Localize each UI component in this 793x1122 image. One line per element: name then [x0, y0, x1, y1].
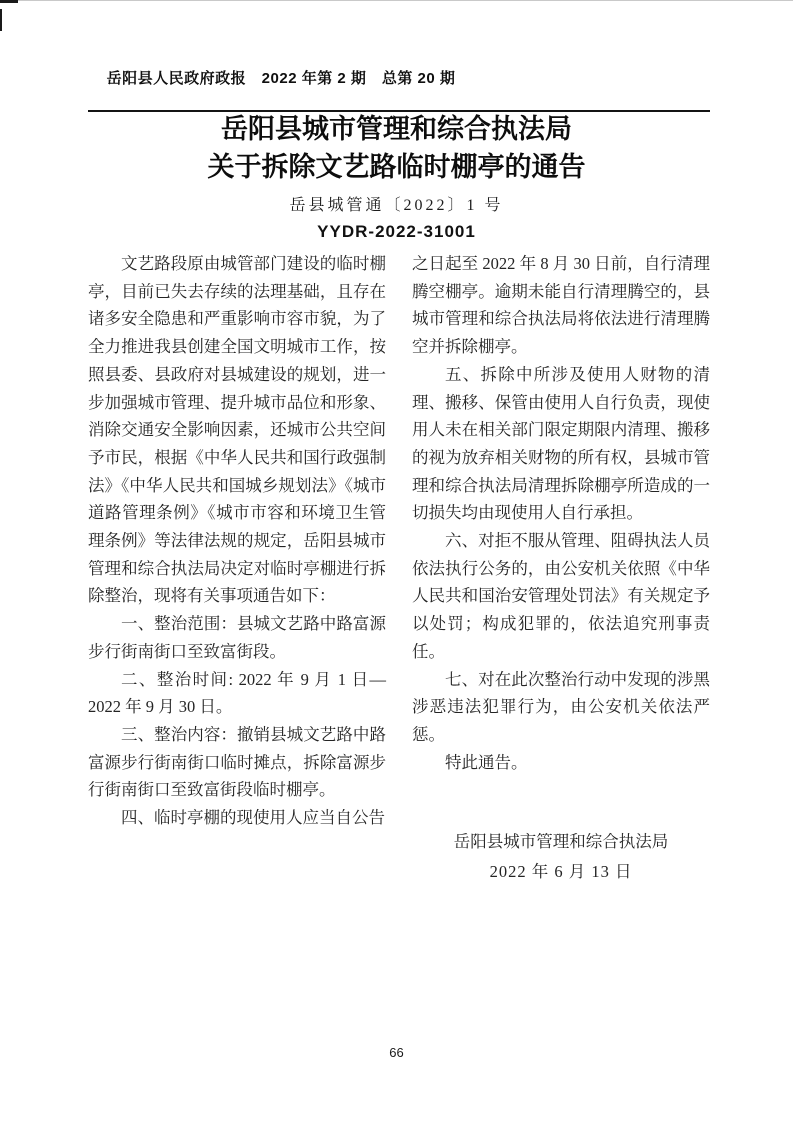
- running-head: [88, 50, 710, 112]
- right-column-paragraphs: [412, 250, 710, 776]
- body-paragraph: 二、整治时间: 2022 年 9 月 1 日—2022 年 9 月 30 日。: [88, 669, 386, 717]
- title-block: [0, 110, 793, 243]
- body-paragraph: 六、对拒不服从管理、阻碍执法人员依法执行公务的，由公安机关依照《中华人民共和国治安管理处罚法》有关规定予以处罚；构成犯罪的，依法追究刑事责任。: [412, 531, 710, 661]
- body-paragraph: 四、临时亭棚的现使用人应当自公告: [121, 808, 385, 828]
- body-paragraph: 五、拆除中所涉及使用人财物的清理、搬移、保管由使用人自行负责，现使用人未在相关部门限定期限内清理、搬移的视为放弃相关财物的所有权，县城市管理和综合执法局清理拆除棚亭所造成的一切损失均由现使用人自行承担。: [412, 364, 710, 523]
- body-paragraph: 之日起至 2022 年 8 月 30 日前，自行清理腾空棚亭。逾期未能自行清理腾空的，县城市管理和综合执法局将依法进行清理腾空并拆除棚亭。: [412, 254, 710, 357]
- page-number: 66: [389, 1045, 404, 1060]
- running-head-text: 岳阳县人民政府政报 2022 年第 2 期 总第 20 期: [106, 70, 456, 87]
- body-paragraph: 一、整治范围：县城文艺路中路富源步行街南街口至致富街段。: [88, 614, 386, 661]
- notice-title-line2: 关于拆除文艺路临时棚亭的通告: [207, 152, 586, 182]
- signature-org: 岳阳县城市管理和综合执法局: [453, 832, 669, 852]
- right-column: [412, 250, 710, 888]
- notice-title-line1: 岳阳县城市管理和综合执法局: [221, 114, 572, 144]
- doc-code: YYDR-2022-31001: [317, 222, 476, 241]
- page-footer: [0, 1045, 793, 1060]
- body-paragraph: 三、整治内容：撤销县城文艺路中路富源步行街南街口临时摊点，拆除富源步行街南街口至致富街段临时棚亭。: [88, 724, 386, 800]
- signature-block: [412, 828, 710, 888]
- body-paragraph: 特此通告。: [445, 752, 528, 772]
- body-columns: [88, 250, 710, 888]
- body-paragraph: 文艺路段原由城管部门建设的临时棚亭，目前已失去存续的法理基础，且存在诸多安全隐患和严重影响市容市貌，为了全力推进我县创建全国文明城市工作，按照县委、县政府对县城建设的规划，进一步加强城市管理、提升城市品位和形象、消除交通安全影响因素，还城市公共空间予市民，根据《中华人民共和国行政强制法》《中华人民共和国城乡规划法》《城市道路管理条例》《城市市容和环境卫生管理条例》等法律法规的规定，岳阳县城市管理和综合执法局决定对临时亭棚进行拆除整治，现将有关事项通告如下：: [88, 254, 386, 606]
- scan-top-hairline: [0, 0, 793, 1]
- scan-corner-artifact-horizontal: [0, 0, 18, 3]
- left-column: [88, 250, 386, 888]
- doc-number: 岳县城管通〔2022〕1 号: [289, 197, 504, 214]
- body-paragraph: 七、对在此次整治行动中发现的涉黑涉恶违法犯罪行为，由公安机关依法严惩。: [412, 669, 710, 744]
- scan-corner-artifact-vertical: [0, 9, 2, 31]
- signature-date: 2022 年 6 月 13 日: [489, 862, 633, 882]
